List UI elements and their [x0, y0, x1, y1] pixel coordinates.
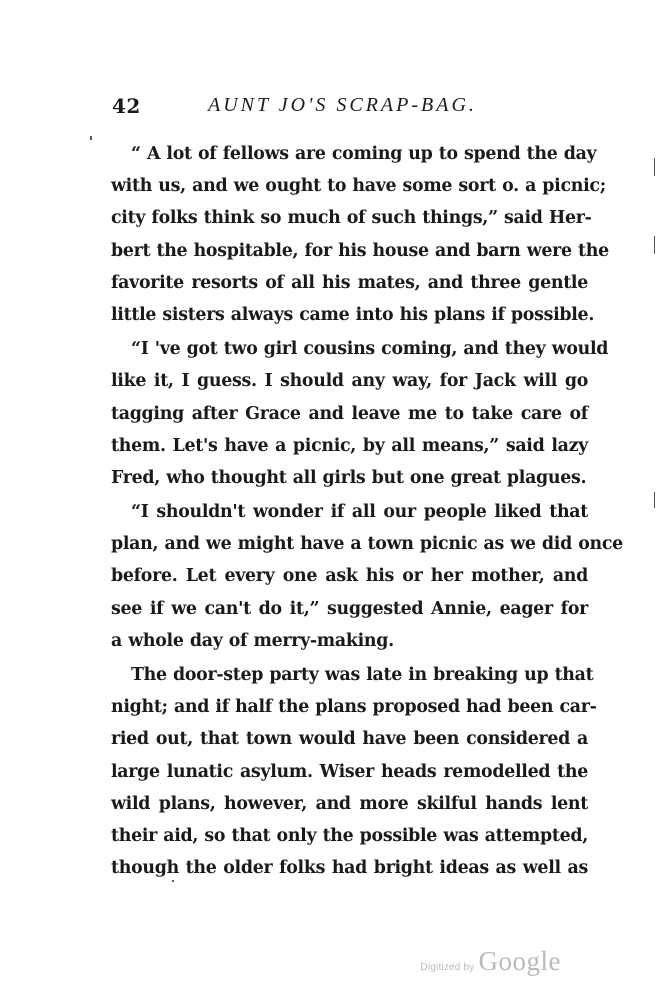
watermark-prefix: Digitized by: [420, 962, 475, 973]
scan-mark: [90, 136, 92, 140]
text-line: see if we can't do it,” suggested Annie, eager for: [111, 598, 588, 619]
text-line: bert the hospitable, for his house and barn were the: [111, 240, 609, 261]
text-line: large lunatic asylum. Wiser heads remodelled the: [111, 761, 588, 782]
text-line: little sisters always came into his plans if possible.: [111, 304, 595, 325]
digitized-watermark: [420, 946, 561, 978]
scan-mark: [654, 492, 655, 508]
text-line: them. Let's have a picnic, by all means,” said lazy: [111, 435, 588, 456]
running-title: AUNT JO'S SCRAP-BAG.: [208, 94, 477, 116]
text-line: The door-step party was late in breaking up that: [131, 665, 594, 685]
text-line: “ A lot of fellows are coming up to spend the day: [131, 144, 597, 164]
text-line: “I 've got two girl cousins coming, and they would: [131, 339, 609, 360]
text-line: city folks think so much of such things,” said Her-: [111, 208, 592, 229]
text-line: tagging after Grace and leave me to take care of: [111, 403, 588, 424]
text-line: plan, and we might have a town picnic as we did once: [111, 534, 623, 555]
scan-mark: [654, 236, 655, 254]
text-line: their aid, so that only the possible was attempted,: [111, 825, 588, 846]
body-text: [111, 138, 623, 884]
page-number: 42: [112, 94, 141, 118]
text-line: “I shouldn't wonder if all our people liked that: [131, 502, 588, 523]
text-line: favorite resorts of all his mates, and three gentle: [111, 272, 588, 293]
text-line: night; and if half the plans proposed had been car-: [111, 697, 597, 718]
text-line: wild plans, however, and more skilful hands lent: [111, 793, 588, 814]
scan-mark: [172, 880, 174, 882]
text-line: like it, I guess. I should any way, for Jack will go: [111, 371, 588, 392]
watermark-brand: Google: [478, 946, 561, 976]
text-line: ried out, that town would have been considered a: [111, 729, 588, 750]
text-line: before. Let every one ask his or her mother, and: [111, 566, 588, 587]
text-line: with us, and we ought to have some sort o. a picnic;: [111, 176, 606, 197]
text-line: a whole day of merry-making.: [111, 630, 394, 651]
text-line: Fred, who thought all girls but one great plagues.: [111, 467, 587, 488]
scan-mark: [654, 158, 655, 176]
page-header: [112, 94, 582, 122]
text-line: though the older folks had bright ideas as well as: [111, 858, 588, 879]
